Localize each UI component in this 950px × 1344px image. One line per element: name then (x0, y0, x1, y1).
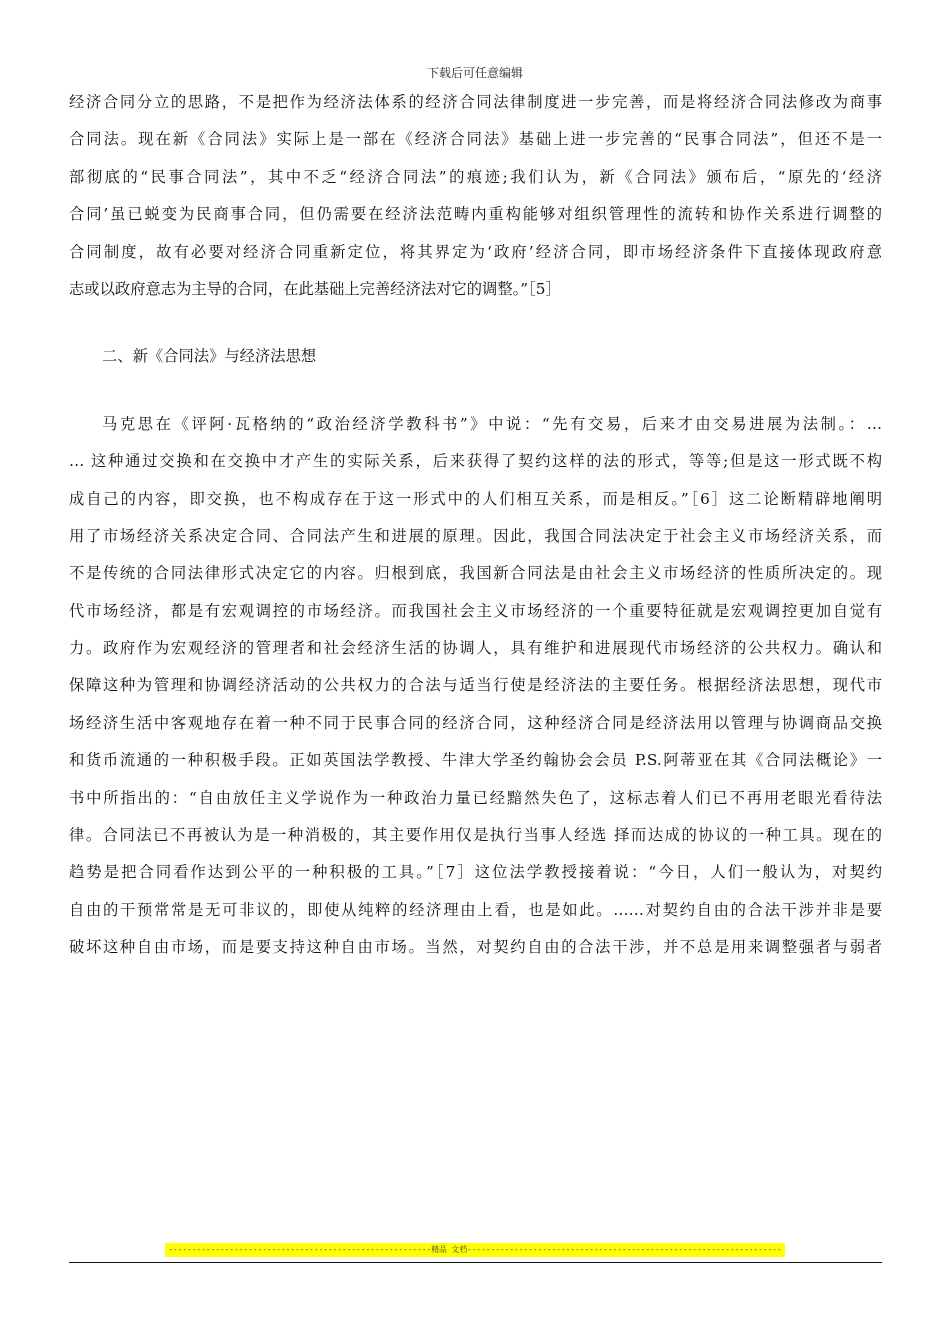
text-line: 律。合同法已不再被认为是一种消极的，其主要作用仅是执行当事人经选 择而达成的协议的一种工具。现在的 (69, 826, 882, 845)
heading-text: 二、新《合同法》与经济法思想 (102, 347, 317, 366)
page-header: 下载后可任意编辑 (426, 66, 523, 80)
text-line: 趋势是把合同看作达到公平的一种积极的工具。”［7］这位法学教授接着说：“今日，人们一般认为，对契约 (69, 863, 882, 882)
paragraph-2 (69, 406, 882, 967)
text-line: … 这种通过交换和在交换中才产生的实际关系，后来获得了契约这样的法的形式，等等;但是这一形式既不构 (69, 452, 882, 471)
text-line: 书中所指出的：“自由放任主义学说作为一种政治力量已经黯然失色了，这标志着人们已不再用老眼光看待法 (69, 788, 882, 807)
text-line: 部彻底的“民事合同法”，其中不乏“经济合同法”的痕迹;我们认为，新《合同法》颁布后，“原先的‘经济 (69, 167, 882, 186)
text-line: 保障这种为管理和协调经济活动的公共权力的合法与适当行使是经济法的主要任务。根据经济法思想，现代市 (69, 676, 882, 695)
text-line: 破坏这种自由市场，而是要支持这种自由市场。当然，对契约自由的合法干涉，并不总是用来调整强者与弱者 (69, 938, 882, 957)
text-line: 经济合同分立的思路，不是把作为经济法体系的经济合同法律制度进一步完善，而是将经济合同法修改为商事 (69, 93, 882, 111)
text-line: 场经济生活中客观地存在着一种不同于民事合同的经济合同，这种经济合同是经济法用以管理与协调商品交换 (69, 713, 882, 732)
text-line: 合同’虽已蜕变为民商事合同，但仍需要在经济法范畴内重构能够对组织管理性的流转和协作关系进行调整的 (69, 205, 882, 224)
text-line: 力。政府作为宏观经济的管理者和社会经济生活的协调人，具有维护和进展现代市场经济的公共权力。确认和 (69, 639, 882, 658)
text-line: 和货币流通的一种积极手段。正如英国法学教授、牛津大学圣约翰协会会员 P.S.阿蒂亚在其《合同法概论》一 (69, 751, 882, 770)
paragraph-1 (69, 84, 882, 308)
footer-banner: --------------------------------------------------------精品 文档------------------------------------------------------------------- (165, 1243, 785, 1257)
text-line: 代市场经济，都是有宏观调控的市场经济。而我国社会主义市场经济的一个重要特征就是宏观调控更加自觉有 (69, 601, 882, 620)
text-line: 合同法。现在新《合同法》实际上是一部在《经济合同法》基础上进一步完善的“民事合同法”，但还不是一 (69, 130, 882, 149)
text-line: 马克思在《评阿·瓦格纳的“政治经济学教科书”》中说：“先有交易，后来才由交易进展为法制。：… (102, 414, 882, 433)
text-line: 志或以政府意志为主导的合同，在此基础上完善经济法对它的调整。”［5］ (69, 279, 561, 298)
paragraph-spacer (69, 308, 882, 338)
text-line: 成自己的内容，即交换，也不构成存在于这一形式中的人们相互关系，而是相反。”［6］这二论断精辟地阐明 (69, 489, 882, 508)
text-line: 用了市场经济关系决定合同、合同法产生和进展的原理。因此，我国合同法决定于社会主义市场经济关系，而 (69, 526, 882, 545)
text-line: 自由的干预常常是无可非议的，即使从纯粹的经济理由上看，也是如此。……对契约自由的合法干涉并非是要 (69, 900, 882, 919)
section-heading (69, 338, 882, 375)
footer-divider (69, 1262, 882, 1263)
text-line: 合同制度，故有必要对经济合同重新定位，将其界定为‘政府’经济合同，即市场经济条件下直接体现政府意 (69, 242, 882, 261)
document-body (69, 84, 882, 967)
text-line: 不是传统的合同法律形式决定它的内容。归根到底，我国新合同法是由社会主义市场经济的性质所决定的。现 (69, 564, 882, 583)
paragraph-spacer (69, 376, 882, 406)
